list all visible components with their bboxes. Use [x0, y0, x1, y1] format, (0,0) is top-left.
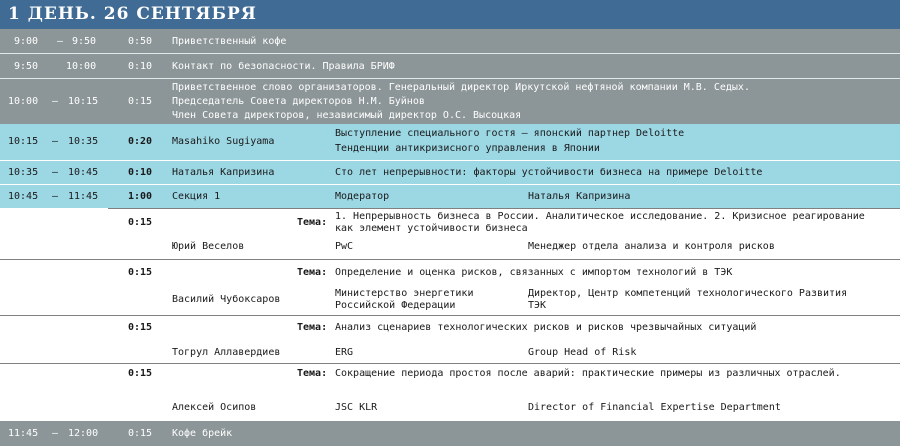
- topic-title: Определение и оценка рисков, связанных с импортом технологий в ТЭК: [335, 267, 733, 278]
- duration: 0:10: [128, 167, 153, 178]
- dash: –: [52, 167, 59, 178]
- session-line: Приветственное слово организаторов. Генеральный директор Иркутской нефтяной компании М.В. Седых.: [172, 82, 750, 93]
- speaker-position: Менеджер отдела анализа и контроля рисков: [528, 241, 775, 252]
- topic-label: Тема:: [297, 368, 328, 379]
- speaker-org: ERG: [335, 347, 354, 358]
- topic-duration: 0:15: [128, 217, 153, 228]
- dash: –: [52, 191, 59, 202]
- duration: 0:10: [128, 61, 153, 72]
- agenda-row-opening: [0, 79, 900, 124]
- topic-label: Тема:: [297, 217, 328, 228]
- session-line: Сто лет непрерывности: факторы устойчивости бизнеса на примере Deloitte: [335, 167, 763, 178]
- end-time: 10:00: [66, 61, 97, 72]
- topic-block-2: [0, 260, 900, 315]
- speaker-name: Тогрул Аллавердиев: [172, 347, 281, 358]
- start-time: 10:00: [8, 96, 39, 107]
- speaker-position: Group Head of Risk: [528, 347, 637, 358]
- topic-title: Анализ сценариев технологических рисков и рисков чрезвычайных ситуаций: [335, 322, 757, 333]
- duration: 0:20: [128, 136, 153, 147]
- topic-title: 1. Непрерывность бизнеса в России. Аналитическое исследование. 2. Кризисное реагирование как элемент устойчивости бизнеса: [335, 211, 865, 234]
- topic-block-4: [0, 364, 900, 421]
- topic-block-3: [0, 316, 900, 363]
- speaker-name: Василий Чубоксаров: [172, 294, 281, 305]
- topic-duration: 0:15: [128, 368, 153, 379]
- topic-duration: 0:15: [128, 322, 153, 333]
- dash: –: [57, 36, 64, 47]
- session-line: Член Совета директоров, независимый директор О.С. Высоцкая: [172, 110, 522, 121]
- speaker-position: Director of Financial Expertise Department: [528, 402, 781, 413]
- start-time: 10:15: [8, 136, 39, 147]
- start-time: 9:00: [14, 36, 39, 47]
- session-title: Контакт по безопасности. Правила БРИФ: [172, 61, 395, 72]
- session-title: Кофе брейк: [172, 428, 233, 439]
- section-name: Секция 1: [172, 191, 221, 202]
- topic-duration: 0:15: [128, 267, 153, 278]
- topic-label: Тема:: [297, 267, 328, 278]
- dash: –: [52, 136, 59, 147]
- end-time: 10:35: [68, 136, 99, 147]
- start-time: 11:45: [8, 428, 39, 439]
- speaker-name: Masahiko Sugiyama: [172, 136, 275, 147]
- agenda-row-welcome-coffee: [0, 29, 900, 53]
- topic-label: Тема:: [297, 322, 328, 333]
- agenda-row-section-1: [0, 185, 900, 208]
- session-line: Выступление специального гостя – японский партнер Deloitte: [335, 128, 685, 139]
- speaker-position: Директор, Центр компетенций технологического Развития ТЭК: [528, 288, 848, 311]
- session-title: Приветственный кофе: [172, 36, 287, 47]
- duration: 0:15: [128, 428, 153, 439]
- speaker-name: Алексей Осипов: [172, 402, 257, 413]
- session-line: Тенденции антикризисного управления в Японии: [335, 143, 600, 154]
- agenda-row-kaprizina: [0, 161, 900, 184]
- start-time: 9:50: [14, 61, 39, 72]
- duration: 1:00: [128, 191, 153, 202]
- moderator-label: Модератор: [335, 191, 390, 202]
- end-time: 9:50: [72, 36, 97, 47]
- session-line: Председатель Совета директоров Н.М. Буйнов: [172, 96, 425, 107]
- day-title: 1 ДЕНЬ. 26 СЕНТЯБРЯ: [0, 0, 900, 29]
- moderator-name: Наталья Капризина: [528, 191, 631, 202]
- end-time: 10:15: [68, 96, 99, 107]
- speaker-org: PwC: [335, 241, 354, 252]
- speaker-name: Юрий Веселов: [172, 241, 245, 252]
- end-time: 10:45: [68, 167, 99, 178]
- end-time: 12:00: [68, 428, 99, 439]
- speaker-org: JSC KLR: [335, 402, 378, 413]
- agenda-row-coffee-break: [0, 421, 900, 446]
- topic-block-1: [0, 209, 900, 259]
- speaker-name: Наталья Капризина: [172, 167, 275, 178]
- topic-title: Сокращение периода простоя после аварий: практические примеры из различных отраслей.: [335, 368, 841, 379]
- end-time: 11:45: [68, 191, 99, 202]
- dash: –: [52, 96, 59, 107]
- dash: –: [52, 428, 59, 439]
- duration: 0:50: [128, 36, 153, 47]
- duration: 0:15: [128, 96, 153, 107]
- start-time: 10:35: [8, 167, 39, 178]
- speaker-org: Министерство энергетики Российской Федерации: [335, 288, 474, 311]
- agenda-row-special-guest: [0, 124, 900, 160]
- agenda-row-safety: [0, 54, 900, 78]
- start-time: 10:45: [8, 191, 39, 202]
